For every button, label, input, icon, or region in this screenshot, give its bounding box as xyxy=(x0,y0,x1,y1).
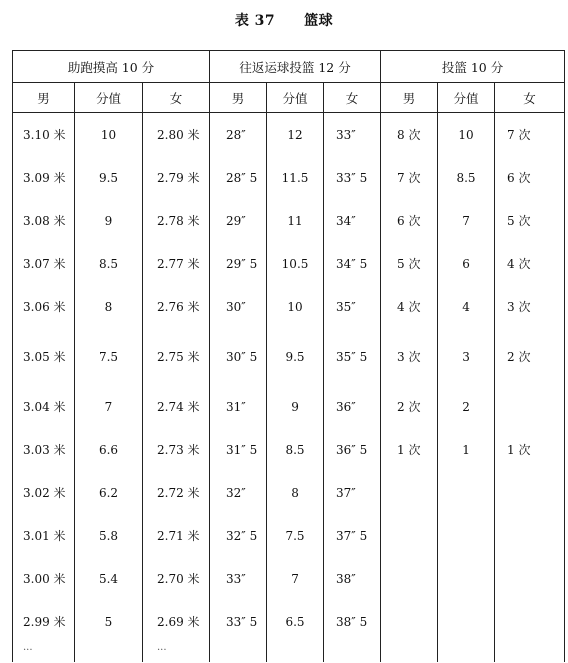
cell-male-value: 7 次 xyxy=(381,156,438,199)
cell-score-value: 10 xyxy=(438,113,495,157)
cell-score-value: 11 xyxy=(267,199,324,242)
cell-score-value: 6 xyxy=(438,242,495,285)
cell-male-value: 2 次 xyxy=(381,385,438,428)
col-header-female: 女 xyxy=(495,83,565,113)
cell-male-value: 33″ 5 xyxy=(210,600,267,643)
cell-score-value: 8.5 xyxy=(438,156,495,199)
cell-score-value: 5 xyxy=(75,600,143,643)
cell-female-value: 36″ 5 xyxy=(324,428,381,471)
table-row xyxy=(13,428,565,471)
cell-score-value: 9 xyxy=(75,199,143,242)
table-row xyxy=(13,156,565,199)
table-row xyxy=(13,600,565,643)
table-row xyxy=(13,113,565,157)
cell-female-value: 33″ xyxy=(324,113,381,157)
cell-male-value: 5 次 xyxy=(381,242,438,285)
cell-female-value xyxy=(495,385,565,428)
table-row xyxy=(13,471,565,514)
cell-female-value xyxy=(495,557,565,600)
table-row xyxy=(13,557,565,600)
cell-score-value: 7.5 xyxy=(75,328,143,385)
cell-score-value: 7 xyxy=(267,557,324,600)
cell-score-value: 9 xyxy=(267,385,324,428)
group-header-dribble-layup: 往返运球投篮 12 分 xyxy=(210,51,381,83)
table-row xyxy=(13,643,565,662)
cell-female-value: 2.78 米 xyxy=(143,199,210,242)
cell-female-value: 36″ xyxy=(324,385,381,428)
col-header-score: 分值 xyxy=(438,83,495,113)
cell-male-value: 3.09 米 xyxy=(13,156,75,199)
cell-female-value: 37″ xyxy=(324,471,381,514)
cell-score-value: 7 xyxy=(75,385,143,428)
cell-female-value: 5 次 xyxy=(495,199,565,242)
cell-male-value: 33″ xyxy=(210,557,267,600)
cell-male-value: 31″ xyxy=(210,385,267,428)
cell-male-value xyxy=(381,643,438,662)
cell-female-value: 4 次 xyxy=(495,242,565,285)
cell-male-value: ... xyxy=(13,643,75,662)
cell-score-value: 9.5 xyxy=(75,156,143,199)
cell-score-value xyxy=(438,514,495,557)
cell-score-value: 10.5 xyxy=(267,242,324,285)
cell-male-value: 31″ 5 xyxy=(210,428,267,471)
cell-score-value: 7 xyxy=(438,199,495,242)
cell-score-value: 10 xyxy=(267,285,324,328)
cell-score-value: 8.5 xyxy=(267,428,324,471)
cell-male-value: 3.05 米 xyxy=(13,328,75,385)
cell-female-value: 2.73 米 xyxy=(143,428,210,471)
cell-female-value: 2.71 米 xyxy=(143,514,210,557)
col-header-male: 男 xyxy=(210,83,267,113)
cell-score-value: 10 xyxy=(75,113,143,157)
table-row xyxy=(13,199,565,242)
cell-male-value: 3.01 米 xyxy=(13,514,75,557)
cell-score-value xyxy=(438,471,495,514)
cell-female-value: 37″ 5 xyxy=(324,514,381,557)
col-header-female: 女 xyxy=(324,83,381,113)
cell-female-value: 34″ 5 xyxy=(324,242,381,285)
cell-score-value: 5.4 xyxy=(75,557,143,600)
cell-male-value xyxy=(381,471,438,514)
cell-score-value: 2 xyxy=(438,385,495,428)
cell-female-value: 2.75 米 xyxy=(143,328,210,385)
cell-female-value: 2 次 xyxy=(495,328,565,385)
cell-female-value: 2.76 米 xyxy=(143,285,210,328)
table-row xyxy=(13,514,565,557)
cell-female-value: 35″ 5 xyxy=(324,328,381,385)
cell-score-value: 8 xyxy=(75,285,143,328)
cell-score-value: 8 xyxy=(267,471,324,514)
cell-female-value xyxy=(495,471,565,514)
cell-score-value: 7.5 xyxy=(267,514,324,557)
cell-male-value: 3.02 米 xyxy=(13,471,75,514)
cell-female-value: 2.79 米 xyxy=(143,156,210,199)
cell-male-value: 3.03 米 xyxy=(13,428,75,471)
cell-male-value: 3.07 米 xyxy=(13,242,75,285)
cell-score-value xyxy=(438,600,495,643)
cell-male-value: 3 次 xyxy=(381,328,438,385)
cell-score-value xyxy=(438,643,495,662)
col-header-score: 分值 xyxy=(267,83,324,113)
cell-score-value: 9.5 xyxy=(267,328,324,385)
cell-score-value: 12 xyxy=(267,113,324,157)
col-header-male: 男 xyxy=(13,83,75,113)
cell-score-value: 6.2 xyxy=(75,471,143,514)
cell-female-value: 3 次 xyxy=(495,285,565,328)
cell-female-value xyxy=(495,600,565,643)
cell-female-value: 34″ xyxy=(324,199,381,242)
cell-female-value: 1 次 xyxy=(495,428,565,471)
cell-female-value: 33″ 5 xyxy=(324,156,381,199)
cell-female-value: 2.69 米 xyxy=(143,600,210,643)
cell-male-value: 1 次 xyxy=(381,428,438,471)
table-title: 表 37 篮球 xyxy=(234,13,334,29)
col-header-female: 女 xyxy=(143,83,210,113)
cell-female-value: 2.70 米 xyxy=(143,557,210,600)
cell-female-value xyxy=(495,643,565,662)
cell-male-value: 3.04 米 xyxy=(13,385,75,428)
cell-female-value: 38″ xyxy=(324,557,381,600)
col-header-male: 男 xyxy=(381,83,438,113)
cell-score-value: 5.8 xyxy=(75,514,143,557)
cell-male-value: 3.10 米 xyxy=(13,113,75,157)
cell-male-value: 2.99 米 xyxy=(13,600,75,643)
cell-male-value: 8 次 xyxy=(381,113,438,157)
cell-male-value: 32″ 5 xyxy=(210,514,267,557)
cell-score-value: 8.5 xyxy=(75,242,143,285)
cell-male-value xyxy=(381,600,438,643)
cell-male-value: 28″ 5 xyxy=(210,156,267,199)
cell-female-value: 6 次 xyxy=(495,156,565,199)
table-row xyxy=(13,285,565,328)
cell-female-value: 2.74 米 xyxy=(143,385,210,428)
cell-score-value xyxy=(267,643,324,662)
cell-female-value: 2.72 米 xyxy=(143,471,210,514)
cell-male-value xyxy=(381,514,438,557)
cell-score-value: 6.5 xyxy=(267,600,324,643)
cell-score-value: 11.5 xyxy=(267,156,324,199)
cell-male-value xyxy=(381,557,438,600)
cell-female-value xyxy=(324,643,381,662)
cell-female-value: 38″ 5 xyxy=(324,600,381,643)
cell-male-value: 6 次 xyxy=(381,199,438,242)
group-header-run-touch-height: 助跑摸高 10 分 xyxy=(13,51,210,83)
cell-male-value: 3.00 米 xyxy=(13,557,75,600)
cell-score-value: 1 xyxy=(438,428,495,471)
cell-female-value: 35″ xyxy=(324,285,381,328)
cell-male-value: 4 次 xyxy=(381,285,438,328)
cell-male-value: 29″ 5 xyxy=(210,242,267,285)
cell-female-value xyxy=(495,514,565,557)
cell-score-value xyxy=(438,557,495,600)
cell-score-value: 3 xyxy=(438,328,495,385)
table-row xyxy=(13,385,565,428)
cell-male-value: 3.06 米 xyxy=(13,285,75,328)
cell-male-value: 30″ xyxy=(210,285,267,328)
cell-male-value: 29″ xyxy=(210,199,267,242)
cell-male-value xyxy=(210,643,267,662)
cell-score-value: 6.6 xyxy=(75,428,143,471)
cell-female-value: 7 次 xyxy=(495,113,565,157)
basketball-score-table xyxy=(12,50,565,662)
cell-male-value: 28″ xyxy=(210,113,267,157)
cell-male-value: 30″ 5 xyxy=(210,328,267,385)
group-header-shooting: 投篮 10 分 xyxy=(381,51,565,83)
table-row xyxy=(13,242,565,285)
cell-female-value: ... xyxy=(143,643,210,662)
cell-female-value: 2.80 米 xyxy=(143,113,210,157)
cell-male-value: 32″ xyxy=(210,471,267,514)
cell-female-value: 2.77 米 xyxy=(143,242,210,285)
col-header-score: 分值 xyxy=(75,83,143,113)
cell-score-value xyxy=(75,643,143,662)
table-row xyxy=(13,328,565,385)
cell-male-value: 3.08 米 xyxy=(13,199,75,242)
cell-score-value: 4 xyxy=(438,285,495,328)
